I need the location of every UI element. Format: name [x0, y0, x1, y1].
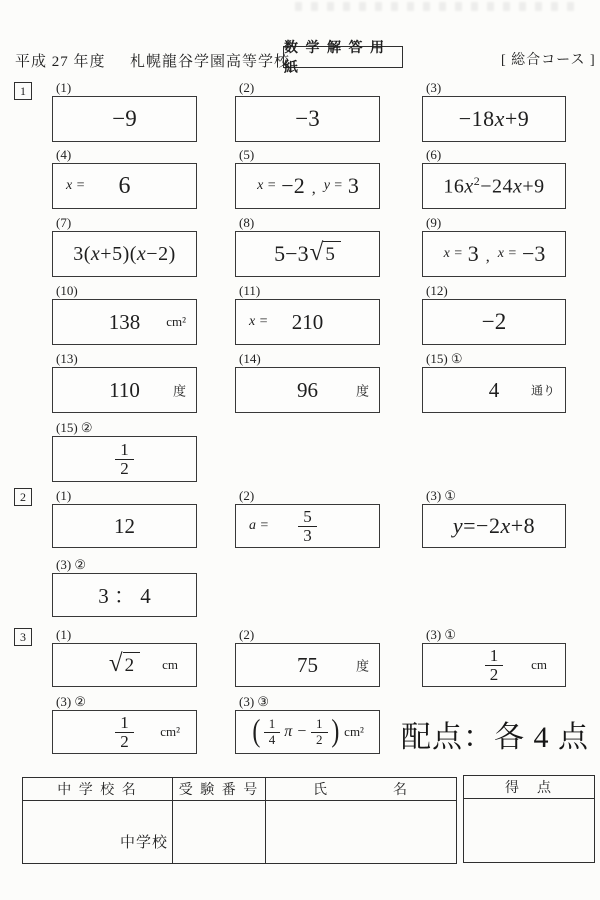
- question-label: (3) ①: [426, 627, 457, 642]
- question-label: (14): [239, 351, 261, 366]
- column-header-exam-number: 受 験 番 号: [173, 778, 266, 801]
- section-3-marker: 3: [14, 628, 32, 646]
- question-label: (2): [239, 627, 255, 642]
- fraction: [298, 508, 317, 545]
- separator: ,: [485, 248, 490, 265]
- answer-cell-1-8: [235, 216, 380, 277]
- unit-label: cm²: [344, 724, 364, 739]
- answer-cell-3-3-3: [235, 695, 380, 754]
- numerator: 1: [316, 716, 323, 732]
- answer-box: [235, 231, 380, 277]
- answer-box: [422, 643, 566, 687]
- answer-value: 210: [291, 309, 324, 334]
- fraction: [264, 717, 281, 747]
- answer-box: [235, 163, 380, 209]
- numerator: 1: [268, 716, 276, 732]
- sheet-title-box: 数 学 解 答 用 紙: [283, 46, 403, 68]
- separator: ,: [311, 180, 316, 197]
- numerator: 5: [303, 506, 312, 526]
- answer-value: 3 ： 4: [98, 584, 151, 608]
- answer-value: y=−2x+8: [452, 513, 536, 538]
- answer-cell-1-9: [422, 216, 566, 277]
- answer-prefix: x =: [497, 246, 517, 261]
- answer-box: [52, 231, 197, 277]
- answer-value: 3: [467, 241, 479, 266]
- unit-label: 度: [172, 383, 186, 399]
- answer-value: −2: [281, 173, 305, 198]
- answer-cell-2-1: [52, 489, 197, 548]
- answer-box: [235, 367, 380, 413]
- denominator: 2: [115, 732, 134, 751]
- answer-box: [52, 96, 197, 142]
- answer-box: [422, 367, 566, 413]
- answer-value: 3: [347, 173, 359, 198]
- answer-prefix: a =: [249, 518, 269, 533]
- answer-box: [52, 573, 197, 617]
- question-label: (7): [56, 215, 72, 230]
- answer-cell-1-11: [235, 284, 380, 345]
- answer-box: [422, 163, 566, 209]
- unit-label: cm: [531, 657, 547, 672]
- answer-prefix: x =: [66, 178, 86, 193]
- answer-value: 4: [488, 377, 500, 402]
- unit-label: 通り: [530, 383, 555, 398]
- identity-table: [22, 777, 457, 864]
- question-label: (3): [426, 80, 442, 95]
- answer-prefix: x =: [249, 314, 269, 329]
- answer-box: [52, 163, 197, 209]
- answer-cell-1-3: [422, 81, 566, 142]
- square-root: [108, 649, 140, 679]
- answer-cell-1-13: [52, 352, 197, 413]
- answer-value: −18x+9: [458, 106, 530, 131]
- answer-value: −3: [295, 106, 320, 131]
- question-label: (1): [56, 627, 72, 642]
- answer-cell-1-1: [52, 81, 197, 142]
- denominator: 2: [485, 665, 504, 684]
- answer-cell-1-10: [52, 284, 197, 345]
- radicand: 5: [323, 241, 341, 268]
- question-label: (3) ②: [56, 694, 87, 709]
- answer-box: [235, 504, 380, 548]
- unit-label: 度: [355, 658, 369, 674]
- answer-cell-3-1: [52, 628, 197, 687]
- section-1-marker: 1: [14, 82, 32, 100]
- answer-value: 5−3: [274, 241, 309, 266]
- question-label: (8): [239, 215, 255, 230]
- unit-label: 度: [355, 383, 369, 399]
- question-label: (12): [426, 283, 448, 298]
- question-label: (3) ②: [56, 557, 87, 572]
- answer-cell-1-5: [235, 148, 380, 209]
- answer-box: [52, 710, 197, 754]
- answer-value: 3(x+5)(x−2): [73, 242, 176, 265]
- fraction: [115, 714, 134, 751]
- square-root: [309, 238, 341, 268]
- answer-prefix: y =: [323, 178, 343, 193]
- answer-box: [235, 96, 380, 142]
- scoring-note: 配点：各 4 点: [401, 721, 589, 754]
- answer-value: 138: [108, 309, 141, 334]
- question-label: (15) ②: [56, 420, 93, 435]
- era-year-label: 平成 27 年度: [15, 54, 106, 70]
- answer-cell-2-3-2: [52, 558, 197, 617]
- fraction: [311, 717, 328, 747]
- answer-value: −9: [112, 106, 137, 131]
- answer-prefix: x =: [257, 178, 277, 193]
- answer-cell-2-3-1: [422, 489, 566, 548]
- question-label: (13): [56, 351, 78, 366]
- answer-box: [235, 643, 380, 687]
- answer-value: 6: [118, 172, 131, 199]
- print-bleed-artifact: [295, 2, 575, 11]
- question-label: (6): [426, 147, 442, 162]
- pi-minus-operator: π −: [284, 723, 308, 740]
- numerator: 1: [120, 712, 129, 732]
- answer-value: 12: [114, 513, 135, 538]
- school-name-field: [23, 801, 173, 863]
- answer-value: $16x^2-24x+9$: [443, 173, 545, 198]
- answer-box: [422, 504, 566, 548]
- question-label: (15) ①: [426, 351, 463, 366]
- answer-cell-1-14: [235, 352, 380, 413]
- answer-cell-1-15-1: [422, 352, 566, 413]
- denominator: 2: [115, 459, 134, 478]
- question-label: (2): [239, 80, 255, 95]
- answer-box: [422, 231, 566, 277]
- unit-label: cm: [162, 657, 178, 672]
- question-label: (3) ①: [426, 488, 457, 503]
- section-2-marker: 2: [14, 488, 32, 506]
- answer-value: −3: [521, 241, 546, 266]
- answer-cell-1-6: [422, 148, 566, 209]
- answer-box: [52, 643, 197, 687]
- answer-value: 75: [297, 652, 318, 677]
- question-label: (9): [426, 215, 442, 230]
- fraction: [115, 441, 134, 478]
- numerator: 1: [489, 645, 499, 665]
- answer-value: 96: [297, 377, 318, 402]
- answer-prefix: x =: [443, 246, 463, 261]
- answer-box: [52, 367, 197, 413]
- radical-sign: √: [108, 649, 123, 677]
- question-label: (1): [56, 80, 72, 95]
- close-paren: ): [330, 712, 339, 748]
- question-label: (11): [239, 283, 261, 298]
- radical-sign: √: [309, 238, 324, 266]
- question-label: (2): [239, 488, 255, 503]
- radicand: 2: [123, 652, 141, 679]
- fraction: [485, 647, 504, 684]
- denominator: 4: [264, 732, 281, 747]
- answer-box: [235, 299, 380, 345]
- unit-label: cm²: [160, 724, 180, 739]
- open-paren: (: [252, 712, 261, 748]
- score-table: [463, 775, 595, 863]
- answer-box: [422, 96, 566, 142]
- answer-cell-3-3-1: [422, 628, 566, 687]
- answer-cell-1-15-2: [52, 421, 197, 482]
- score-header: 得 点: [464, 776, 594, 799]
- school-name-label: 札幌龍谷学園高等学校: [130, 54, 291, 70]
- answer-box: [52, 299, 197, 345]
- answer-cell-3-3-2: [52, 695, 197, 754]
- question-label: (5): [239, 147, 255, 162]
- answer-cell-1-7: [52, 216, 197, 277]
- denominator: 2: [311, 732, 328, 747]
- name-field: [266, 801, 456, 863]
- exam-number-field: [173, 801, 266, 863]
- answer-cell-1-2: [235, 81, 380, 142]
- answer-cell-2-2: [235, 489, 380, 548]
- denominator: 3: [298, 526, 317, 545]
- answer-box: [52, 436, 197, 482]
- answer-box: [52, 504, 197, 548]
- answer-value: 110: [109, 377, 140, 402]
- answer-cell-1-4: [52, 148, 197, 209]
- answer-box: [422, 299, 566, 345]
- answer-box: [235, 710, 380, 754]
- school-suffix-label: 中学校: [119, 835, 168, 851]
- question-label: (4): [56, 147, 72, 162]
- course-label: [ 総合コース ]: [501, 53, 596, 68]
- score-field: [464, 799, 594, 862]
- question-label: (10): [56, 283, 78, 298]
- parenthesized-expression: [251, 712, 364, 748]
- answer-value: −2: [481, 309, 507, 334]
- unit-label: cm²: [166, 314, 186, 329]
- numerator: 1: [120, 439, 129, 459]
- answer-cell-1-12: [422, 284, 566, 345]
- answer-cell-3-2: [235, 628, 380, 687]
- question-label: (1): [56, 488, 72, 503]
- column-header-name: 氏 名: [266, 778, 456, 801]
- question-label: (3) ③: [239, 694, 270, 709]
- column-header-school: 中 学 校 名: [23, 778, 173, 801]
